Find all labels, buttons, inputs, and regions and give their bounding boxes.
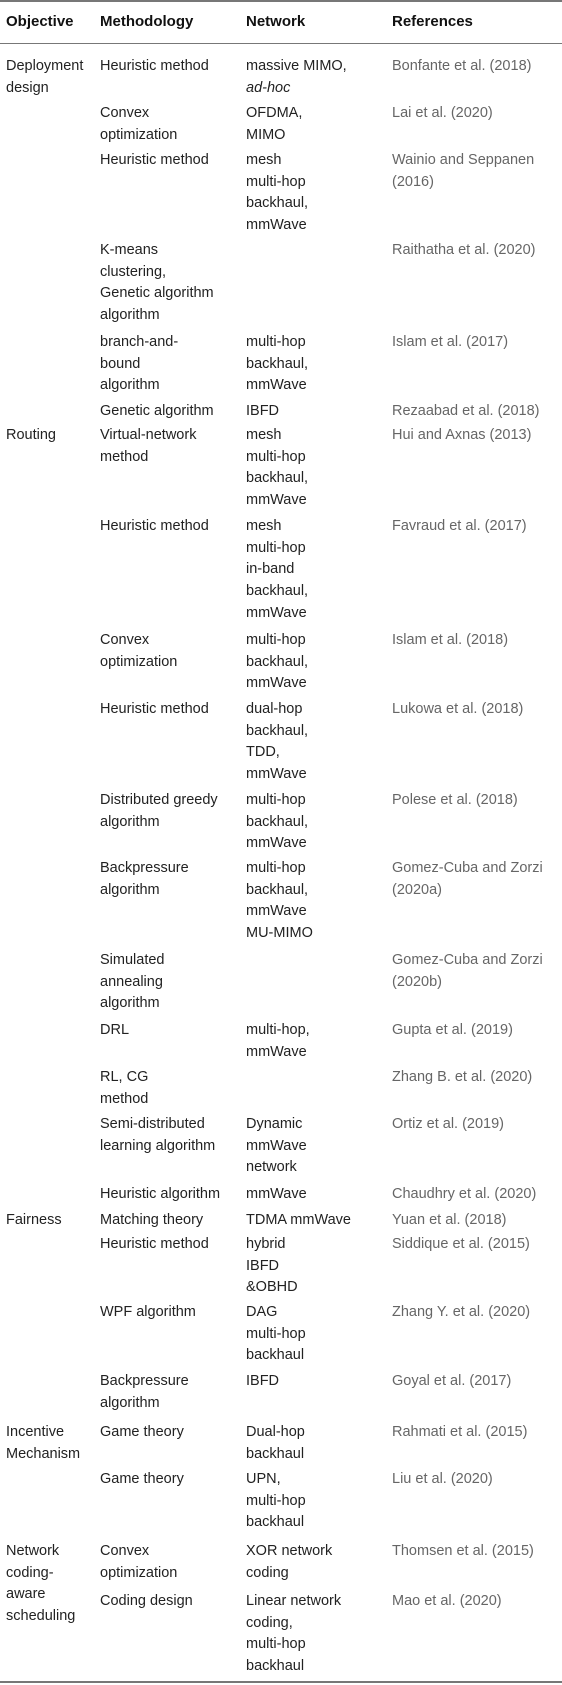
network-cell: DAG multi-hop backhaul <box>246 1304 306 1364</box>
methodology-cell: Heuristic method <box>100 701 209 717</box>
network-cell: Dual-hop backhaul <box>246 1424 305 1462</box>
network-cell: dual-hop backhaul, TDD, mmWave <box>246 701 309 783</box>
methodology-cell: Distributed greedy algorithm <box>100 792 218 830</box>
network-cell: multi-hop backhaul, mmWave <box>246 334 309 394</box>
reference-cell: Bonfante et al. (2018) <box>392 58 532 74</box>
methodology-cell: Heuristic method <box>100 1236 209 1252</box>
reference-cell: Yuan et al. (2018) <box>392 1212 507 1228</box>
methodology-cell: Heuristic method <box>100 58 209 74</box>
network-cell: multi-hop, mmWave <box>246 1022 310 1060</box>
reference-cell: Rahmati et al. (2015) <box>392 1424 528 1440</box>
reference-cell: Gomez-Cuba and Zorzi (2020b) <box>392 952 543 990</box>
methodology-cell: DRL <box>100 1022 130 1038</box>
reference-cell: Raithatha et al. (2020) <box>392 242 536 258</box>
network-cell: multi-hop backhaul, mmWave MU-MIMO <box>246 860 313 942</box>
network-cell: Dynamic mmWave network <box>246 1116 307 1176</box>
reference-cell: Lai et al. (2020) <box>392 105 493 121</box>
reference-cell: Polese et al. (2018) <box>392 792 518 808</box>
methodology-cell: Backpressure algorithm <box>100 1373 189 1411</box>
methodology-cell: Game theory <box>100 1424 184 1440</box>
methodology-cell: Game theory <box>100 1471 184 1487</box>
reference-cell: Rezaabad et al. (2018) <box>392 403 540 419</box>
reference-cell: Goyal et al. (2017) <box>392 1373 512 1389</box>
objective-cell: Routing <box>6 427 56 443</box>
network-cell: IBFD <box>246 403 280 419</box>
methodology-cell: Heuristic algorithm <box>100 1186 221 1202</box>
reference-cell: Mao et al. (2020) <box>392 1593 502 1609</box>
network-cell: OFDMA, MIMO <box>246 105 303 143</box>
header-rule <box>0 43 562 44</box>
methodology-cell: Heuristic method <box>100 518 209 534</box>
reference-cell: Liu et al. (2020) <box>392 1471 493 1487</box>
reference-cell: Zhang Y. et al. (2020) <box>392 1304 531 1320</box>
reference-cell: Chaudhry et al. (2020) <box>392 1186 537 1202</box>
methodology-cell: branch-and- bound algorithm <box>100 334 179 394</box>
methodology-cell: Convex optimization <box>100 632 178 670</box>
reference-cell: Islam et al. (2017) <box>392 334 509 350</box>
reference-cell: Zhang B. et al. (2020) <box>392 1069 533 1085</box>
methodology-cell: Heuristic method <box>100 152 209 168</box>
header-methodology: Methodology <box>100 13 194 30</box>
reference-cell: Islam et al. (2018) <box>392 632 509 648</box>
network-cell: mesh multi-hop in-band backhaul, mmWave <box>246 518 309 621</box>
header-network: Network <box>246 13 306 30</box>
reference-cell: Wainio and Seppanen (2016) <box>392 152 535 190</box>
header-references: References <box>392 13 473 30</box>
objective-cell: Fairness <box>6 1212 62 1228</box>
network-cell: multi-hop backhaul, mmWave <box>246 792 309 852</box>
objective-cell: Incentive Mechanism <box>6 1424 81 1462</box>
methodology-cell: Semi-distributed learning algorithm <box>100 1116 216 1154</box>
methodology-cell: WPF algorithm <box>100 1304 196 1320</box>
network-cell: Linear network coding, multi-hop backhaul <box>246 1593 342 1675</box>
network-cell: multi-hop backhaul, mmWave <box>246 632 309 692</box>
header-objective: Objective <box>6 13 74 30</box>
methodology-cell: Backpressure algorithm <box>100 860 189 898</box>
methodology-cell: Genetic algorithm <box>100 403 214 419</box>
network-cell: mmWave <box>246 1186 307 1202</box>
network-cell: IBFD <box>246 1373 280 1389</box>
objective-cell: Deployment design <box>6 58 84 96</box>
network-cell-italic: ad-hoc <box>246 79 291 96</box>
reference-cell: Hui and Axnas (2013) <box>392 427 532 443</box>
methodology-cell: Simulated annealing algorithm <box>100 952 165 1012</box>
methodology-cell: Convex optimization <box>100 1543 178 1581</box>
reference-cell: Siddique et al. (2015) <box>392 1236 530 1252</box>
reference-cell: Favraud et al. (2017) <box>392 518 527 534</box>
reference-cell: Thomsen et al. (2015) <box>392 1543 534 1559</box>
network-cell: mesh multi-hop backhaul, mmWave <box>246 152 309 234</box>
reference-cell: Ortiz et al. (2019) <box>392 1116 505 1132</box>
network-cell: massive MIMO, ad-hoc <box>246 58 347 96</box>
objective-cell: Network coding- aware scheduling <box>6 1543 76 1625</box>
network-cell: mesh multi-hop backhaul, mmWave <box>246 427 309 509</box>
network-cell: hybrid IBFD &OBHD <box>246 1236 298 1296</box>
methodology-cell: Convex optimization <box>100 105 178 143</box>
network-cell: TDMA mmWave <box>246 1212 351 1228</box>
reference-cell: Gupta et al. (2019) <box>392 1022 513 1038</box>
methodology-cell: Virtual-network method <box>100 427 197 465</box>
table-top-rule <box>0 0 562 2</box>
methodology-cell: RL, CG method <box>100 1069 149 1107</box>
reference-cell: Gomez-Cuba and Zorzi (2020a) <box>392 860 543 898</box>
network-cell: UPN, multi-hop backhaul <box>246 1471 306 1531</box>
network-cell: XOR network coding <box>246 1543 333 1581</box>
methodology-cell: K-means clustering, Genetic algorithm algorithm <box>100 242 214 324</box>
methodology-cell: Matching theory <box>100 1212 204 1228</box>
table-bottom-rule <box>0 1681 562 1683</box>
reference-cell: Lukowa et al. (2018) <box>392 701 524 717</box>
methodology-cell: Coding design <box>100 1593 193 1609</box>
